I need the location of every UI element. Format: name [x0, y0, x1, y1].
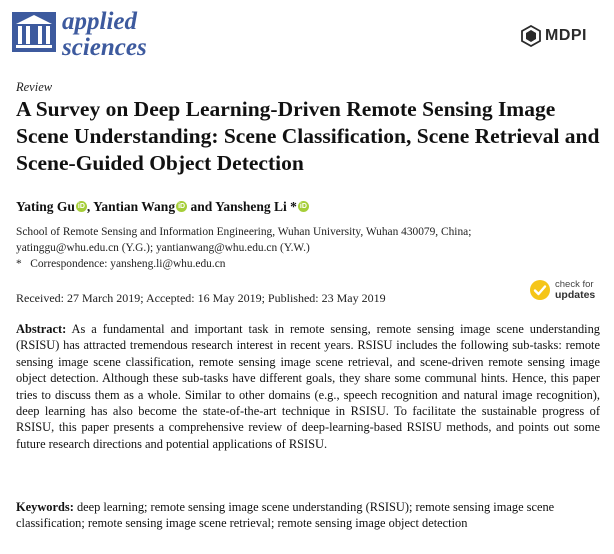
paper-title: A Survey on Deep Learning-Driven Remote Sensing Image Scene Understanding: Scene Classification, Scene Retrieval and Scene-Guided Object Detection	[16, 97, 600, 175]
author-separator: ,	[86, 199, 94, 214]
author-name: Yating Gu	[16, 199, 75, 214]
journal-name	[62, 9, 147, 61]
correspondence: * Correspondence: yansheng.li@whu.edu.cn	[16, 258, 226, 270]
orcid-icon[interactable]: iD	[178, 203, 186, 210]
affiliations	[16, 224, 606, 272]
author-emails: yatinggu@whu.edu.cn (Y.G.); yantianwang@whu.edu.cn (Y.W.)	[16, 242, 310, 254]
check-updates-icon	[529, 279, 551, 301]
check-for-updates-badge[interactable]	[529, 279, 595, 301]
author-list	[16, 199, 309, 215]
abstract-label: Abstract:	[16, 322, 67, 336]
publisher-logo	[521, 25, 587, 47]
author-separator: and	[187, 199, 216, 214]
publication-dates: Received: 27 March 2019; Accepted: 16 May 2019; Published: 23 May 2019	[16, 291, 386, 305]
publisher-name: MDPI	[545, 27, 587, 44]
abstract	[16, 321, 600, 452]
orcid-icon[interactable]: iD	[77, 203, 85, 210]
orcid-icon[interactable]: iD	[299, 203, 307, 210]
keywords-label: Keywords:	[16, 500, 74, 514]
author-name: Yantian Wang	[93, 199, 176, 214]
author-name: Yansheng Li *	[215, 199, 297, 214]
keywords-text: deep learning; remote sensing image scene understanding (RSISU); remote sensing image scene classification; remote sensing image scene retrieval; remote sensing image object detection	[16, 500, 555, 531]
journal-name-line2: sciences	[62, 34, 147, 61]
check-updates-line1: check for	[555, 278, 594, 290]
journal-building-icon	[12, 12, 56, 52]
keywords	[16, 499, 600, 532]
check-updates-line2: updates	[555, 288, 596, 301]
affiliation: School of Remote Sensing and Information Engineering, Wuhan University, Wuhan 430079, China;	[16, 226, 472, 238]
abstract-text: As a fundamental and important task in remote sensing, remote sensing image scene understanding (RSISU) has attracted tremendous research interest in recent years. RSISU includes the following sub-tasks: remote sensing image scene classification, remote sensing image scene retrieval, and scene-driven remote sensing image object detection. Although these sub-tasks have different goals, they share some communal hints. Hence, this paper tries to discuss them as a whole. Similar to other domains (e.g., speech recognition and natural image recognition), deep learning has also become the state-of-the-art technique in RSISU. To facilitate the sustainable progress of RSISU, this paper presents a comprehensive review of deep-learning-based RSISU methods, and points out some future research directions and potential applications of RSISU.	[16, 322, 600, 451]
mdpi-logo-icon	[521, 25, 541, 47]
journal-name-line1: applied	[62, 8, 137, 35]
check-updates-label	[555, 280, 595, 301]
article-type: Review	[16, 80, 53, 94]
